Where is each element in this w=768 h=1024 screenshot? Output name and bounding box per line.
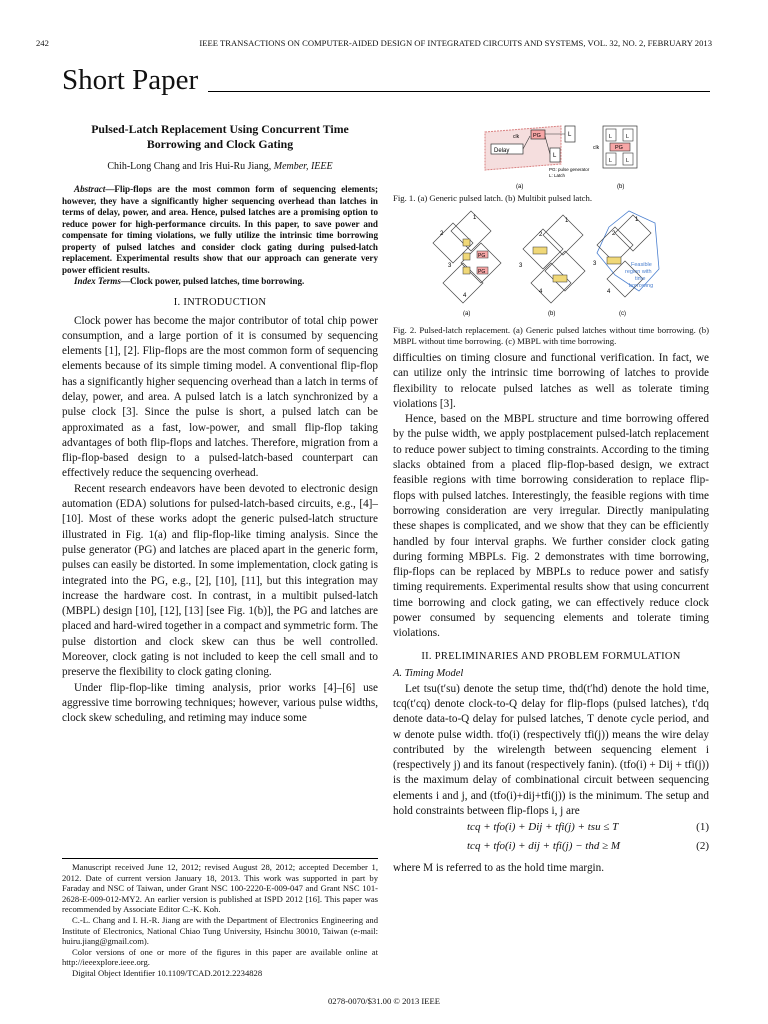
latch-label: L [553, 153, 557, 159]
legend-l: L: Latch [549, 173, 566, 178]
node-3: 3 [593, 261, 597, 267]
authors [62, 161, 378, 172]
page-number: 242 [36, 38, 49, 48]
section-heading: I. INTRODUCTION [173, 296, 267, 308]
legend-pg: PG: pulse generator [549, 167, 590, 172]
delay-label: Delay [494, 148, 510, 154]
latch-label: L [609, 134, 613, 140]
journal-title: IEEE TRANSACTIONS ON COMPUTER-AIDED DESIGN OF INTEGRATED CIRCUITS AND SYSTEMS, VOL. 32, NO. 2, FEBRUARY 2013 [199, 38, 712, 48]
index-terms-label: Index Terms [74, 276, 121, 286]
node-3: 3 [448, 263, 452, 269]
equation-2-body: tcq + tfo(i) + dij + tfi(j) − thd ≥ M [467, 840, 621, 853]
section-heading: II. PRELIMINARIES AND PROBLEM FORMULATION [421, 650, 681, 662]
subfigure-c [593, 211, 659, 317]
short-paper-label: Short Paper [62, 64, 199, 96]
subfig-b-label: (b) [617, 184, 625, 190]
pg-label: PG [533, 133, 541, 139]
figure-2-caption: Fig. 2. Pulsed-latch replacement. (a) Generic pulsed latches without time borrowing. (b) MBPL without time borrowing. (c) MBPL with time borrowing. [393, 325, 709, 346]
abstract [62, 184, 378, 276]
author-role: Member, IEEE [273, 161, 333, 172]
node-1: 1 [473, 215, 477, 221]
latch-block [463, 239, 470, 246]
footnotes [62, 858, 378, 979]
left-column [62, 122, 378, 727]
equation-2-number: (2) [696, 840, 709, 853]
figure-1 [393, 118, 709, 192]
node-2: 2 [539, 232, 543, 238]
equation-1-number: (1) [696, 821, 709, 834]
mbpl-block [607, 257, 621, 264]
feasible-label: region with [625, 269, 652, 275]
figure-1-caption: Fig. 1. (a) Generic pulsed latch. (b) Multibit pulsed latch. [393, 193, 593, 203]
section-label [62, 64, 710, 100]
right-column [393, 118, 709, 877]
subfigure-a [433, 211, 501, 317]
copyright-footer: 0278-0070/$31.00 © 2013 IEEE [327, 996, 441, 1006]
figure-1-diagram [393, 118, 709, 192]
paragraph: Hence, based on the MBPL structure and time borrowing offered by the pulse width, we apply postplacement pulsed-latch replacement to reduce power subject to timing constraints. According to the timing slacks obtained from a placed flip-flop-based design, we extract feasible regions with time borrowing consideration to replace flip-flops with pulsed latches. Interestingly, the feasible regions with time borrowing consideration are very irregular. Directly manipulating these shapes is complicated, and we show that they can be efficiently handled by four interval graphs. We further consider clock gating during forming MBPLs. Fig. 2 demonstrates with time borrowing, flip-flops can be replaced by MBPLs to reduce power and satisfy timing requirements. Experimental results show that using concurrent time borrowing and clock gating, we can effectively reduce clock power consumed by sequencing elements and tolerate timing violations. [393, 413, 709, 640]
feasible-label: borrowing [629, 283, 654, 289]
figure-2 [393, 209, 709, 319]
latch-label: L [626, 158, 630, 164]
abstract-label: Abstract [74, 184, 106, 194]
equation-1 [393, 819, 709, 838]
latch-block [463, 253, 470, 260]
subfig-a-label: (a) [463, 311, 471, 317]
paragraph: Let tsu(t′su) denote the setup time, thd(t′hd) denote the hold time, tcq(t′cq) denote clock-to-Q delay for flip-flops (pulsed latches), t′dq denote data-to-Q delay for pulsed latches, T denote cycle period, and w denote pulse width. tfo(i) (respectively tfi(j)) means the wire delay contributed by the wirelength between sequencing element i (respectively j) and its fanout (respectively fanin). (tfo(i) + Dij + tfi(j)) is the maximum delay of combinational circuit between sequencing elements i and j, and (tfo(i)+dij+tfi(j)) is the minimum. The setup and hold constraints between flip-flops i, j are [393, 682, 709, 818]
paragraph: Clock power has become the major contributor of total chip power consumption, and a large portion of it is consumed by sequencing elements [1], [2]. Flip-flops are the most common form of sequencing elements because of its simple timing model. A conventional flip-flop has a significantly higher sequencing overhead than a latch in terms of delay, power, and area. A pulsed latch is a latch synchronized by a pulse clock [3]. Since the pulse is short, a pulsed latch can be approximated as a fast, low-power, and small flip-flop taking advantages of both flip-flops and latches. Therefore, migration from a flip-flop-based design to a pulsed-latch-based counterpart can effectively reduce the sequencing overhead. [62, 314, 378, 480]
mbpl-block [533, 247, 547, 254]
figure-2-diagram [393, 209, 709, 319]
index-terms [62, 276, 378, 288]
paper-title: Pulsed-Latch Replacement Using Concurrent Time Borrowing and Clock Gating [91, 122, 349, 151]
latch-label: L [609, 158, 613, 164]
latch-block [463, 267, 470, 274]
subfigure-b [519, 215, 585, 317]
pg-label: PG [478, 269, 486, 275]
feasible-label: Feasible [631, 262, 652, 268]
node-2: 2 [440, 231, 444, 237]
paragraph: Under flip-flop-like timing analysis, prior works [4]–[6] use aggressive time borrowing techniques; however, various pulse widths, clock skew scheduling, and retiming may induce some [62, 681, 378, 725]
footnote: Digital Object Identifier 10.1109/TCAD.2012.2234828 [72, 967, 263, 978]
index-terms-text: —Clock power, pulsed latches, time borrowing. [120, 276, 305, 286]
latch-label: L [626, 134, 630, 140]
footnote: Manuscript received June 12, 2012; revised August 28, 2012; accepted December 1, 2012. Date of current version January 18, 2013. This work was supported in part by Faraday and NSC of Taiwan, under Grant NSC 100-2220-E-009-047 and Grant NSC 101-2628-E-009-012-MY2. An earlier version is published at ISPD 2012 [16]. This paper was recommended by Associate Editor C.-K. Koh. [62, 862, 378, 915]
pg-label: PG [478, 253, 486, 259]
node-2: 2 [612, 231, 616, 237]
equation-1-body: tcq + tfo(i) + Dij + tfi(j) + tsu ≤ T [467, 821, 619, 834]
footnote: Color versions of one or more of the figures in this paper are available online at http://ieeexplore.ieee.org. [62, 946, 378, 968]
pg-label: PG [615, 145, 623, 151]
subfig-c-label: (c) [619, 311, 626, 317]
subfig-b-label: (b) [548, 311, 556, 317]
footnote: C.-L. Chang and I. H.-R. Jiang are with the Department of Electronics Engineering and Institute of Electronics, National Chiao Tung University, Hsinchu 30010, Taiwan (e-mail: huiru.jiang@gmail.com). [62, 914, 378, 947]
paragraph: Recent research endeavors have been devoted to electronic design automation (EDA) solutions for pulsed-latch-based circuits, e.g., [4]–[10]. Most of these works adopt the generic pulsed-latch structure illustrated in Fig. 1(a) and flip-flop-like timing analysis. Since the pulse generator (PG) and latches are placed apart in the generic form, pulses can easily be distorted. In some implementation, clock gating is integrated into the PG, e.g., [2], [10], [11], but this integration may increase the hardware cost. In contrast, in a multibit pulsed-latch (MBPL) design [10], [12], [13] [see Fig. 1(b)], the PG and latches are placed and hard-wired together in a compact and symmetric form. The pulse distortion and clock skew can thus be well controlled. Moreover, clock gating is not included to keep the cell small and to preserve the flexibility to clock gating cloning. [62, 482, 378, 679]
feasible-region [597, 211, 659, 291]
node-3: 3 [519, 263, 523, 269]
equation-2 [393, 838, 709, 857]
node-1: 1 [635, 217, 639, 223]
subsection-heading: A. Timing Model [393, 667, 464, 679]
latch-label: L [568, 132, 572, 138]
clk-label: clk [593, 145, 600, 151]
title-rule [208, 91, 710, 92]
paragraph: difficulties on timing closure and functional verification. In fact, we can utilize only the intrinsic time borrowing of latches to provide flexibility to relocate pulsed latches as well as tolerate timing violations [3]. [393, 352, 709, 410]
author-names: Chih-Long Chang and Iris Hui-Ru Jiang, [107, 161, 272, 172]
node-1: 1 [565, 218, 569, 224]
paragraph: where M is referred to as the hold time margin. [393, 862, 605, 875]
node-4: 4 [607, 289, 611, 295]
abstract-text: —Flip-flops are the most common form of sequencing elements; however, they have a significantly higher sequencing overhead than latches in terms of delay, power, and area. Hence, pulsed latches are a promising option to reduce power for high-performance circuits. In this paper, to save power and compensate for timing violations, we fully utilize the intrinsic time borrowing property of pulsed latches and consider clock gating during pulsed-latch replacement. Experimental results show that our approach can generate very power efficient results. [62, 184, 378, 275]
clk-label: clk [513, 134, 520, 140]
node-4: 4 [539, 289, 543, 295]
node-4: 4 [463, 293, 467, 299]
mbpl-block [553, 275, 567, 282]
feasible-label: time [635, 276, 646, 282]
subfig-a-label: (a) [516, 184, 524, 190]
